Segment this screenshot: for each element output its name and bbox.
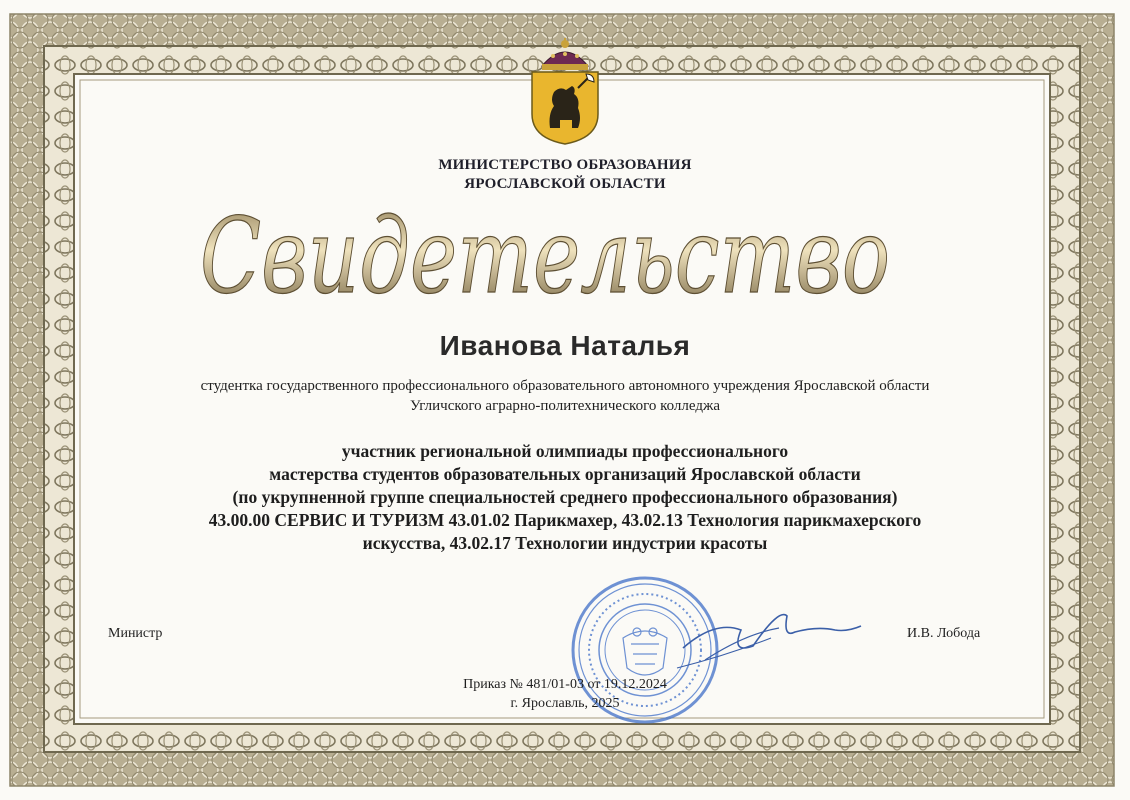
signer-role: Министр	[108, 626, 163, 641]
description-line-2: Угличского аграрно-политехнического колледжа	[409, 398, 721, 414]
award-line-2: мастерства студентов образовательных организаций Ярославской области	[269, 464, 861, 484]
recipient-name: Иванова Наталья	[439, 330, 691, 361]
certificate-title	[185, 190, 905, 330]
yaroslavl-coat-of-arms-icon	[520, 36, 610, 146]
award-text	[0, 440, 1130, 555]
signer-name: И.В. Лобода	[907, 626, 981, 641]
award-line-3: (по укрупненной группе специальностей среднего профессионального образования)	[232, 487, 898, 507]
order-place-year: г. Ярославль, 2025	[510, 696, 620, 711]
title-text: Свидетельство	[200, 195, 890, 317]
ministry-line-2: ЯРОСЛАВСКОЙ ОБЛАСТИ	[464, 176, 666, 192]
award-line-1: участник региональной олимпиады профессионального	[341, 441, 789, 461]
award-line-5: искусства, 43.02.17 Технологии индустрии красоты	[362, 533, 768, 553]
description-line-1: студентка государственного профессионального образовательного автономного учреждения Ярославской области	[200, 378, 930, 394]
order-reference	[0, 675, 1130, 713]
ministry-line-1: МИНИСТЕРСТВО ОБРАЗОВАНИЯ	[438, 157, 692, 173]
order-number: Приказ № 481/01-03 от 19.12.2024	[463, 677, 667, 692]
issuer-ministry	[0, 156, 1130, 194]
award-line-4: 43.00.00 СЕРВИС И ТУРИЗМ 43.01.02 Парикмахер, 43.02.13 Технология парикмахерского	[208, 510, 922, 530]
recipient-description	[0, 376, 1130, 416]
